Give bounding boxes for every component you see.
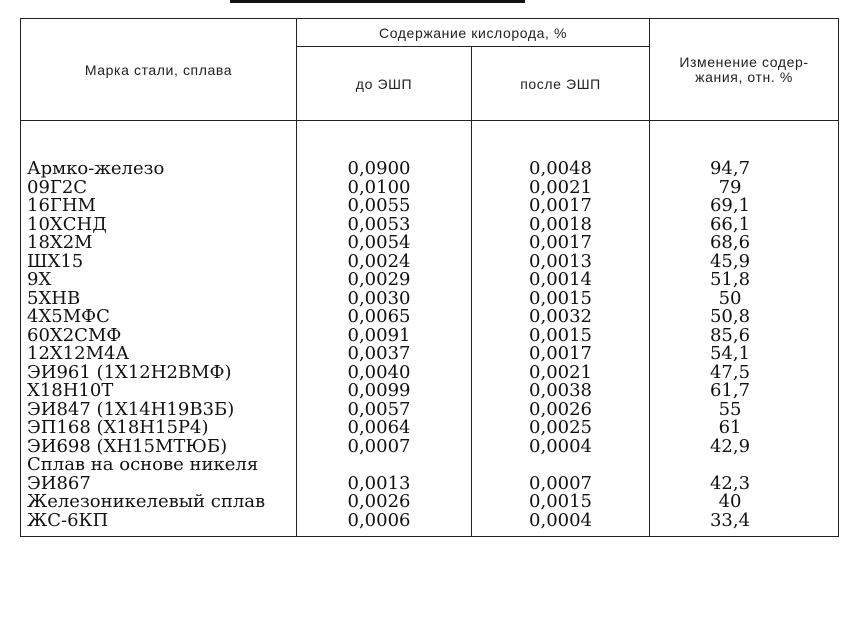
after-esr-cell: 0,0007 <box>472 475 650 494</box>
grade-cell: 10ХСНД <box>21 216 297 235</box>
table-row <box>21 456 839 475</box>
before-esr-cell: 0,0006 <box>297 512 472 537</box>
relative-change-cell: 54,1 <box>650 345 839 364</box>
grade-cell: 18Х2М <box>21 234 297 253</box>
after-esr-cell: 0,0015 <box>472 327 650 346</box>
table-row <box>21 512 839 537</box>
table-row <box>21 234 839 253</box>
relative-change-cell: 61 <box>650 419 839 438</box>
before-esr-cell: 0,0055 <box>297 197 472 216</box>
before-esr-cell: 0,0091 <box>297 327 472 346</box>
header-oxygen-content: Содержание кислорода, % <box>297 19 650 47</box>
table-row <box>21 382 839 401</box>
header-steel-grade: Марка стали, сплава <box>21 19 297 121</box>
after-esr-cell: 0,0017 <box>472 234 650 253</box>
grade-cell: Армко-железо <box>21 160 297 179</box>
after-esr-cell: 0,0013 <box>472 253 650 272</box>
before-esr-cell: 0,0040 <box>297 364 472 383</box>
before-esr-cell: 0,0013 <box>297 475 472 494</box>
after-esr-cell: 0,0017 <box>472 197 650 216</box>
grade-cell: 09Г2С <box>21 179 297 198</box>
grade-cell: ЭИ867 <box>21 475 297 494</box>
grade-cell: Сплав на основе никеля <box>21 456 297 475</box>
oxygen-content-table <box>20 18 839 537</box>
relative-change-cell: 40 <box>650 493 839 512</box>
header-relative-change <box>650 19 839 121</box>
after-esr-cell: 0,0021 <box>472 364 650 383</box>
after-esr-cell: 0,0015 <box>472 493 650 512</box>
after-esr-cell: 0,0025 <box>472 419 650 438</box>
after-esr-cell: 0,0004 <box>472 512 650 537</box>
after-esr-cell: 0,0021 <box>472 179 650 198</box>
after-esr-cell: 0,0004 <box>472 438 650 457</box>
relative-change-cell: 85,6 <box>650 327 839 346</box>
relative-change-cell: 61,7 <box>650 382 839 401</box>
header-spacer-row <box>21 121 839 161</box>
table-row <box>21 419 839 438</box>
grade-cell: Железоникелевый сплав <box>21 493 297 512</box>
relative-change-cell: 94,7 <box>650 160 839 179</box>
relative-change-cell: 50 <box>650 290 839 309</box>
after-esr-cell: 0,0017 <box>472 345 650 364</box>
after-esr-cell: 0,0015 <box>472 290 650 309</box>
before-esr-cell: 0,0057 <box>297 401 472 420</box>
grade-cell: 16ГНМ <box>21 197 297 216</box>
relative-change-cell: 33,4 <box>650 512 839 537</box>
after-esr-cell: 0,0038 <box>472 382 650 401</box>
relative-change-cell: 66,1 <box>650 216 839 235</box>
table-row <box>21 493 839 512</box>
after-esr-cell: 0,0048 <box>472 160 650 179</box>
before-esr-cell: 0,0026 <box>297 493 472 512</box>
table-row <box>21 271 839 290</box>
relative-change-cell: 79 <box>650 179 839 198</box>
relative-change-cell: 47,5 <box>650 364 839 383</box>
before-esr-cell: 0,0053 <box>297 216 472 235</box>
relative-change-cell <box>650 456 839 475</box>
before-esr-cell <box>297 456 472 475</box>
relative-change-cell: 50,8 <box>650 308 839 327</box>
grade-cell: Х18Н10Т <box>21 382 297 401</box>
grade-cell: 4Х5МФС <box>21 308 297 327</box>
relative-change-cell: 69,1 <box>650 197 839 216</box>
grade-cell: 12Х12М4А <box>21 345 297 364</box>
before-esr-cell: 0,0037 <box>297 345 472 364</box>
grade-cell: 5ХНВ <box>21 290 297 309</box>
before-esr-cell: 0,0029 <box>297 271 472 290</box>
before-esr-cell: 0,0007 <box>297 438 472 457</box>
top-rule-fragment <box>230 0 525 3</box>
after-esr-cell: 0,0032 <box>472 308 650 327</box>
relative-change-cell: 45,9 <box>650 253 839 272</box>
table-row <box>21 308 839 327</box>
grade-cell: ЭИ961 (1Х12Н2ВМФ) <box>21 364 297 383</box>
relative-change-cell: 68,6 <box>650 234 839 253</box>
relative-change-cell: 42,3 <box>650 475 839 494</box>
relative-change-cell: 42,9 <box>650 438 839 457</box>
grade-cell: 60Х2СМФ <box>21 327 297 346</box>
before-esr-cell: 0,0099 <box>297 382 472 401</box>
header-relative-change-text: Изменение содер- жания, отн. % <box>679 53 809 85</box>
header-after-esr: после ЭШП <box>472 47 650 121</box>
grade-cell: ШХ15 <box>21 253 297 272</box>
after-esr-cell: 0,0014 <box>472 271 650 290</box>
relative-change-cell: 55 <box>650 401 839 420</box>
table-row <box>21 345 839 364</box>
before-esr-cell: 0,0064 <box>297 419 472 438</box>
table-row <box>21 197 839 216</box>
header-before-esr: до ЭШП <box>297 47 472 121</box>
before-esr-cell: 0,0065 <box>297 308 472 327</box>
after-esr-cell <box>472 456 650 475</box>
before-esr-cell: 0,0100 <box>297 179 472 198</box>
before-esr-cell: 0,0900 <box>297 160 472 179</box>
grade-cell: ЭИ847 (1Х14Н19В3Б) <box>21 401 297 420</box>
before-esr-cell: 0,0030 <box>297 290 472 309</box>
before-esr-cell: 0,0054 <box>297 234 472 253</box>
grade-cell: ЭП168 (Х18Н15Р4) <box>21 419 297 438</box>
table-row <box>21 160 839 179</box>
grade-cell: ЖС-6КП <box>21 512 297 537</box>
grade-cell: ЭИ698 (ХН15МТЮБ) <box>21 438 297 457</box>
after-esr-cell: 0,0018 <box>472 216 650 235</box>
after-esr-cell: 0,0026 <box>472 401 650 420</box>
before-esr-cell: 0,0024 <box>297 253 472 272</box>
grade-cell: 9Х <box>21 271 297 290</box>
relative-change-cell: 51,8 <box>650 271 839 290</box>
table-body <box>21 121 839 537</box>
